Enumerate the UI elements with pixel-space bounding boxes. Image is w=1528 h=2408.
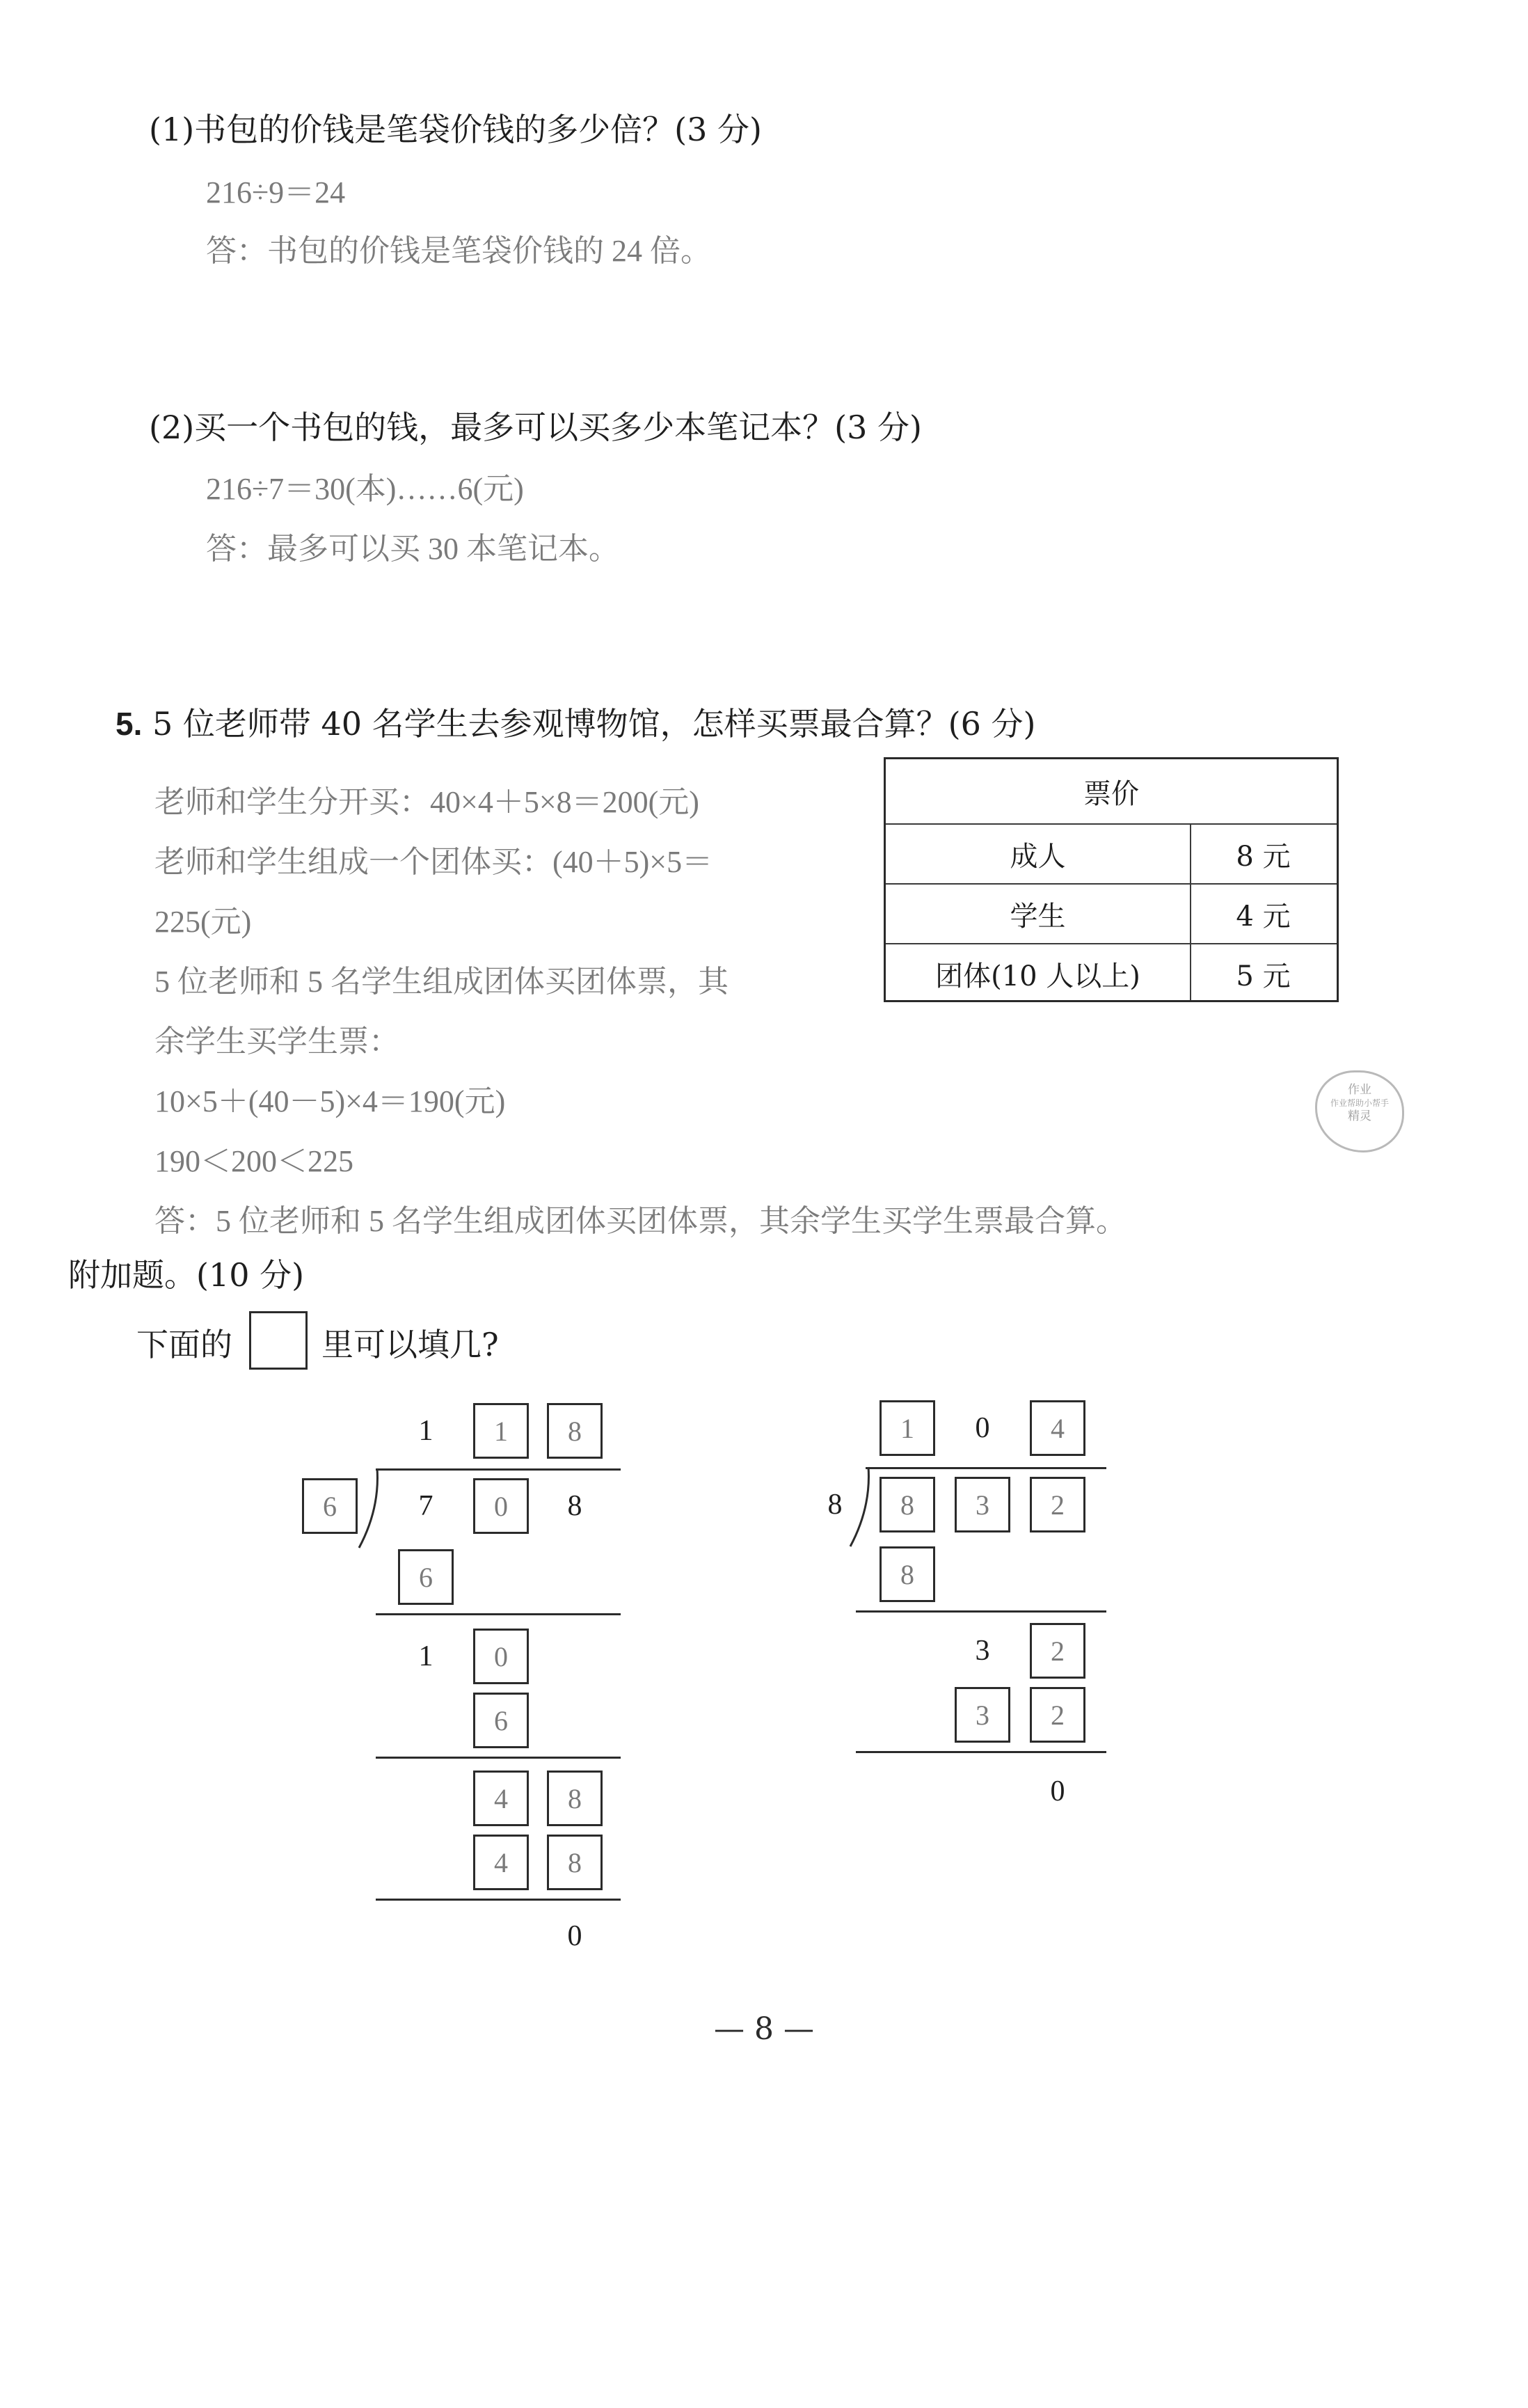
table-row — [886, 823, 1337, 883]
stamp-top: 作业 — [1348, 1083, 1371, 1097]
subtract-box: 3 — [955, 1687, 1010, 1743]
q4-sub2-answer: 答：最多可以买 30 本笔记本。 — [206, 532, 619, 566]
final-remainder: 0 — [567, 1920, 582, 1952]
ticket-type: 成人 — [1010, 840, 1066, 873]
ticket-price: 5 元 — [1236, 960, 1291, 992]
remainder-digit: 3 — [975, 1635, 990, 1667]
final-remainder: 0 — [1050, 1775, 1065, 1807]
subtract-box: 2 — [1030, 1687, 1085, 1743]
q4-sub1-question: (1)书包的价钱是笔袋价钱的多少倍？(3 分) — [149, 111, 762, 148]
quotient-digit: 0 — [975, 1412, 990, 1444]
divisor-box: 6 — [302, 1478, 358, 1534]
table-row — [886, 883, 1337, 943]
division-bar — [376, 1468, 621, 1471]
remainder-box: 8 — [547, 1771, 603, 1826]
stamp-middle: 作业帮助小帮手 — [1330, 1098, 1389, 1108]
dividend-box: 3 — [955, 1477, 1010, 1532]
remainder-box: 0 — [473, 1629, 529, 1684]
dividend-box: 8 — [880, 1477, 935, 1532]
q5-line-3: 225(元) — [154, 905, 252, 939]
subtract-line — [376, 1613, 621, 1615]
q4-sub2-question: (2)买一个书包的钱，最多可以买多少本笔记本？(3 分) — [149, 409, 922, 446]
q4-sub1-answer: 答：书包的价钱是笔袋价钱的 24 倍。 — [206, 234, 711, 268]
subtract-box: 6 — [473, 1693, 529, 1748]
q5-line-4: 5 位老师和 5 名学生组成团体买团体票，其 — [154, 965, 729, 999]
q5-question: 5 位老师带 40 名学生去参观博物馆，怎样买票最合算？(6 分) — [152, 705, 1036, 743]
division-bar — [866, 1467, 1106, 1469]
q5-line-6: 10×5＋(40－5)×4＝190(元) — [154, 1084, 506, 1118]
ticket-price: 8 元 — [1236, 840, 1291, 873]
table-title: 票价 — [1083, 777, 1139, 810]
ticket-type: 团体(10 人以上) — [935, 960, 1140, 992]
subtract-line — [856, 1610, 1106, 1613]
subtract-line — [856, 1751, 1106, 1753]
subtract-line — [376, 1899, 621, 1901]
stamp-logo — [1315, 1070, 1404, 1152]
subtract-box: 4 — [473, 1835, 529, 1890]
quotient-digit: 1 — [418, 1415, 433, 1447]
subtract-line — [376, 1757, 621, 1759]
remainder-box: 4 — [473, 1771, 529, 1826]
dividend-digit: 8 — [567, 1490, 582, 1522]
bonus-prompt-after: 里可以填几? — [321, 1326, 499, 1363]
q5-line-7: 190＜200＜225 — [154, 1144, 353, 1178]
bonus-title: 附加题。(10 分) — [68, 1256, 305, 1294]
q5-answer: 答：5 位老师和 5 名学生组成团体买团体票，其余学生买学生票最合算。 — [154, 1204, 1127, 1238]
remainder-box: 2 — [1030, 1623, 1085, 1679]
table-header — [886, 759, 1337, 823]
subtract-box: 6 — [398, 1549, 454, 1605]
division-bracket — [356, 1467, 384, 1551]
quotient-box: 1 — [880, 1400, 935, 1456]
remainder-digit: 1 — [418, 1640, 433, 1672]
bonus-prompt-before: 下面的 — [136, 1326, 232, 1363]
q4-sub2-calc: 216÷7＝30(本)……6(元) — [206, 472, 524, 506]
table-row — [886, 943, 1337, 1003]
stamp-bottom: 精灵 — [1348, 1109, 1371, 1123]
dividend-digit: 7 — [418, 1490, 433, 1522]
page-number: — 8 — — [714, 2011, 814, 2047]
q4-sub1-calc: 216÷9＝24 — [206, 175, 346, 209]
subtract-box: 8 — [880, 1546, 935, 1602]
blank-box-example — [249, 1311, 308, 1370]
q5-line-5: 余学生买学生票： — [154, 1024, 399, 1059]
divisor-digit: 8 — [827, 1489, 843, 1521]
ticket-price: 4 元 — [1236, 900, 1291, 933]
quotient-box: 1 — [473, 1403, 529, 1459]
table-divider — [1190, 823, 1191, 1000]
q5-line-1: 老师和学生分开买：40×4＋5×8＝200(元) — [154, 785, 699, 819]
quotient-box: 4 — [1030, 1400, 1085, 1456]
subtract-box: 8 — [547, 1835, 603, 1890]
q5-question-row — [116, 699, 1035, 745]
q5-number: 5. — [116, 706, 143, 742]
dividend-box: 2 — [1030, 1477, 1085, 1532]
q5-line-2: 老师和学生组成一个团体买：(40＋5)×5＝ — [154, 845, 713, 879]
ticket-price-table — [884, 757, 1339, 1002]
quotient-box: 8 — [547, 1403, 603, 1459]
ticket-type: 学生 — [1010, 900, 1066, 933]
dividend-box: 0 — [473, 1478, 529, 1534]
